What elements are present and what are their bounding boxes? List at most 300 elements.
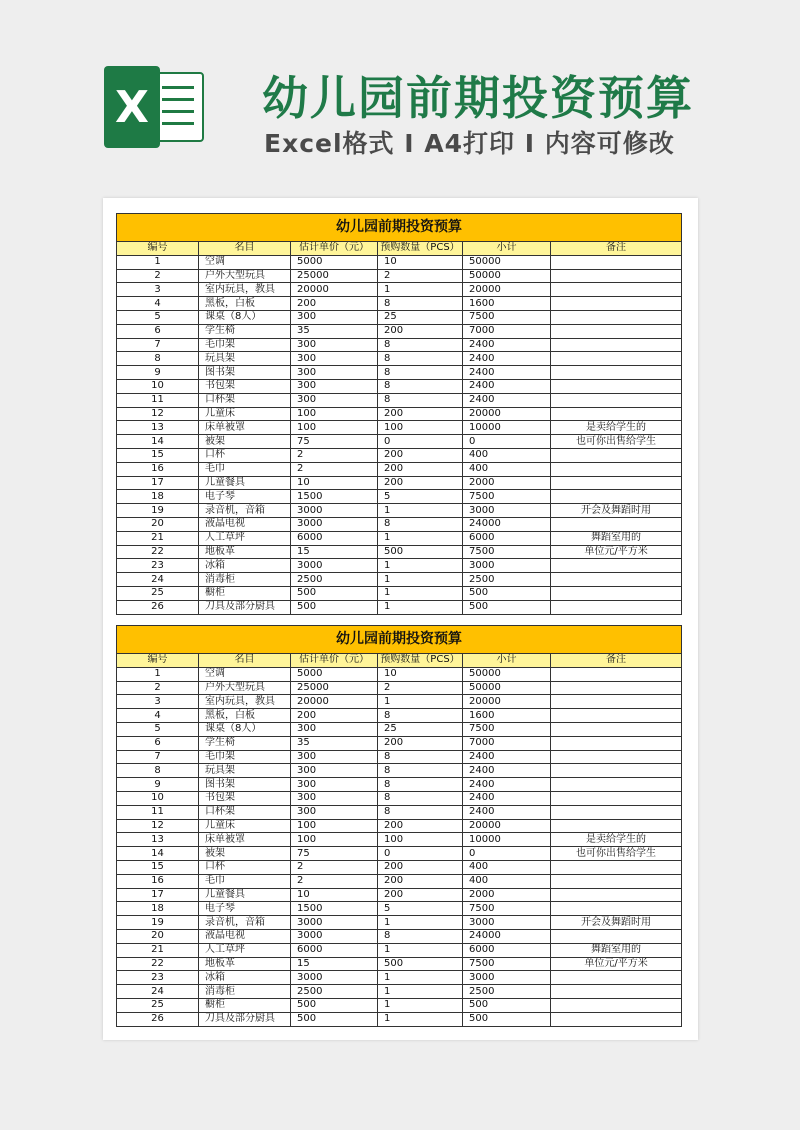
table-cell[interactable]: 课桌（8人） xyxy=(199,310,291,324)
table-cell[interactable]: 75 xyxy=(291,435,378,449)
table-cell[interactable]: 10000 xyxy=(463,833,551,847)
table-cell[interactable]: 5 xyxy=(378,490,463,504)
table-cell[interactable]: 录音机，音箱 xyxy=(199,504,291,518)
table-cell[interactable]: 7500 xyxy=(463,490,551,504)
table-cell[interactable]: 开会及舞蹈时用 xyxy=(551,916,682,930)
table-cell[interactable]: 500 xyxy=(463,998,551,1012)
table-cell[interactable]: 25 xyxy=(117,586,199,600)
table-cell[interactable]: 2500 xyxy=(291,573,378,587)
table-cell[interactable]: 5000 xyxy=(291,667,378,681)
table-cell[interactable]: 2500 xyxy=(463,573,551,587)
table-cell[interactable]: 消毒柜 xyxy=(199,573,291,587)
table-cell[interactable]: 21 xyxy=(117,943,199,957)
table-cell[interactable]: 1 xyxy=(378,573,463,587)
table-cell[interactable]: 6000 xyxy=(463,531,551,545)
table-cell[interactable]: 儿童床 xyxy=(199,407,291,421)
table-cell[interactable]: 13 xyxy=(117,833,199,847)
table-cell[interactable]: 黑板，白板 xyxy=(199,709,291,723)
table-cell[interactable] xyxy=(551,819,682,833)
table-cell[interactable]: 15 xyxy=(291,957,378,971)
table-cell[interactable]: 500 xyxy=(463,600,551,614)
table-cell[interactable]: 16 xyxy=(117,874,199,888)
table-cell[interactable]: 15 xyxy=(291,545,378,559)
table-cell[interactable]: 20000 xyxy=(291,695,378,709)
table-cell[interactable]: 200 xyxy=(378,324,463,338)
table-cell[interactable]: 8 xyxy=(378,366,463,380)
table-cell[interactable] xyxy=(551,573,682,587)
table-cell[interactable] xyxy=(551,600,682,614)
table-cell[interactable]: 26 xyxy=(117,600,199,614)
table-cell[interactable]: 床单被罩 xyxy=(199,421,291,435)
table-cell[interactable]: 毛巾架 xyxy=(199,750,291,764)
table-cell[interactable]: 22 xyxy=(117,957,199,971)
table-cell[interactable]: 19 xyxy=(117,504,199,518)
table-cell[interactable]: 3000 xyxy=(463,916,551,930)
table-cell[interactable] xyxy=(551,462,682,476)
table-cell[interactable]: 3000 xyxy=(291,916,378,930)
table-cell[interactable] xyxy=(551,559,682,573)
table-cell[interactable]: 100 xyxy=(291,819,378,833)
table-cell[interactable]: 是卖给学生的 xyxy=(551,421,682,435)
table-cell[interactable]: 500 xyxy=(463,586,551,600)
table-cell[interactable]: 19 xyxy=(117,916,199,930)
table-cell[interactable] xyxy=(551,379,682,393)
table-cell[interactable]: 1 xyxy=(378,971,463,985)
table-cell[interactable] xyxy=(551,324,682,338)
table-cell[interactable]: 室内玩具，教具 xyxy=(199,283,291,297)
table-cell[interactable]: 2 xyxy=(378,681,463,695)
table-cell[interactable]: 300 xyxy=(291,722,378,736)
table-cell[interactable]: 3 xyxy=(117,283,199,297)
table-cell[interactable]: 也可你出售给学生 xyxy=(551,435,682,449)
table-cell[interactable]: 橱柜 xyxy=(199,998,291,1012)
table-cell[interactable]: 8 xyxy=(117,352,199,366)
table-cell[interactable]: 1 xyxy=(378,559,463,573)
table-cell[interactable]: 25 xyxy=(378,310,463,324)
table-cell[interactable]: 11 xyxy=(117,393,199,407)
table-cell[interactable]: 8 xyxy=(378,517,463,531)
table-cell[interactable] xyxy=(551,517,682,531)
table-cell[interactable]: 被架 xyxy=(199,847,291,861)
table-cell[interactable]: 500 xyxy=(463,1012,551,1026)
table-cell[interactable]: 7000 xyxy=(463,324,551,338)
table-cell[interactable]: 25000 xyxy=(291,269,378,283)
table-cell[interactable] xyxy=(551,283,682,297)
table-cell[interactable]: 100 xyxy=(291,833,378,847)
table-cell[interactable]: 50000 xyxy=(463,681,551,695)
table-cell[interactable]: 1 xyxy=(378,1012,463,1026)
table-cell[interactable]: 25 xyxy=(378,722,463,736)
table-cell[interactable]: 9 xyxy=(117,778,199,792)
table-cell[interactable]: 户外大型玩具 xyxy=(199,681,291,695)
table-cell[interactable] xyxy=(551,805,682,819)
table-cell[interactable]: 2400 xyxy=(463,352,551,366)
table-cell[interactable]: 8 xyxy=(378,352,463,366)
table-cell[interactable]: 100 xyxy=(291,421,378,435)
table-cell[interactable]: 2500 xyxy=(291,985,378,999)
table-cell[interactable]: 图书架 xyxy=(199,778,291,792)
table-cell[interactable]: 300 xyxy=(291,366,378,380)
table-cell[interactable]: 24 xyxy=(117,573,199,587)
table-cell[interactable] xyxy=(551,791,682,805)
table-cell[interactable]: 8 xyxy=(378,338,463,352)
table-cell[interactable]: 20 xyxy=(117,929,199,943)
table-cell[interactable]: 8 xyxy=(378,750,463,764)
table-cell[interactable]: 500 xyxy=(291,998,378,1012)
table-cell[interactable]: 舞蹈室用的 xyxy=(551,943,682,957)
table-cell[interactable]: 3000 xyxy=(291,971,378,985)
table-cell[interactable] xyxy=(551,736,682,750)
table-cell[interactable]: 300 xyxy=(291,750,378,764)
table-cell[interactable]: 玩具架 xyxy=(199,764,291,778)
table-cell[interactable]: 4 xyxy=(117,297,199,311)
table-cell[interactable]: 0 xyxy=(378,847,463,861)
table-cell[interactable]: 300 xyxy=(291,393,378,407)
table-cell[interactable] xyxy=(551,310,682,324)
table-cell[interactable]: 8 xyxy=(378,297,463,311)
table-cell[interactable]: 7 xyxy=(117,338,199,352)
table-cell[interactable]: 20000 xyxy=(463,695,551,709)
table-cell[interactable]: 7 xyxy=(117,750,199,764)
table-cell[interactable]: 户外大型玩具 xyxy=(199,269,291,283)
table-cell[interactable]: 录音机，音箱 xyxy=(199,916,291,930)
table-cell[interactable]: 2400 xyxy=(463,778,551,792)
table-cell[interactable]: 9 xyxy=(117,366,199,380)
table-cell[interactable]: 300 xyxy=(291,791,378,805)
table-cell[interactable]: 6000 xyxy=(291,943,378,957)
table-cell[interactable]: 15 xyxy=(117,860,199,874)
table-cell[interactable]: 学生椅 xyxy=(199,324,291,338)
table-cell[interactable]: 1 xyxy=(378,600,463,614)
table-cell[interactable]: 3000 xyxy=(463,504,551,518)
table-cell[interactable]: 8 xyxy=(378,778,463,792)
table-cell[interactable]: 课桌（8人） xyxy=(199,722,291,736)
table-cell[interactable]: 液晶电视 xyxy=(199,929,291,943)
table-cell[interactable]: 1500 xyxy=(291,902,378,916)
table-cell[interactable]: 24 xyxy=(117,985,199,999)
table-cell[interactable] xyxy=(551,709,682,723)
table-cell[interactable]: 10 xyxy=(291,476,378,490)
table-cell[interactable]: 8 xyxy=(378,764,463,778)
table-cell[interactable]: 电子琴 xyxy=(199,902,291,916)
table-cell[interactable]: 1 xyxy=(378,504,463,518)
table-cell[interactable]: 200 xyxy=(291,297,378,311)
table-cell[interactable]: 200 xyxy=(378,476,463,490)
table-cell[interactable]: 21 xyxy=(117,531,199,545)
table-cell[interactable]: 室内玩具，教具 xyxy=(199,695,291,709)
table-cell[interactable]: 50000 xyxy=(463,255,551,269)
table-cell[interactable] xyxy=(551,929,682,943)
table-cell[interactable]: 18 xyxy=(117,490,199,504)
table-cell[interactable]: 2400 xyxy=(463,764,551,778)
table-cell[interactable]: 人工草坪 xyxy=(199,531,291,545)
table-cell[interactable]: 口杯架 xyxy=(199,805,291,819)
table-cell[interactable] xyxy=(551,448,682,462)
table-cell[interactable]: 75 xyxy=(291,847,378,861)
table-cell[interactable]: 2400 xyxy=(463,805,551,819)
table-cell[interactable]: 5 xyxy=(117,722,199,736)
table-cell[interactable]: 3000 xyxy=(291,504,378,518)
table-cell[interactable]: 50000 xyxy=(463,269,551,283)
table-cell[interactable]: 1 xyxy=(378,916,463,930)
table-cell[interactable]: 24000 xyxy=(463,517,551,531)
table-cell[interactable]: 8 xyxy=(378,929,463,943)
table-cell[interactable]: 200 xyxy=(378,860,463,874)
table-cell[interactable]: 单位元/平方米 xyxy=(551,545,682,559)
table-cell[interactable]: 300 xyxy=(291,352,378,366)
table-cell[interactable]: 空调 xyxy=(199,667,291,681)
table-cell[interactable] xyxy=(551,874,682,888)
table-cell[interactable]: 1 xyxy=(378,943,463,957)
table-cell[interactable]: 刀具及部分厨具 xyxy=(199,600,291,614)
table-cell[interactable]: 300 xyxy=(291,338,378,352)
table-cell[interactable]: 10000 xyxy=(463,421,551,435)
table-cell[interactable]: 10 xyxy=(378,667,463,681)
table-cell[interactable] xyxy=(551,297,682,311)
table-cell[interactable]: 100 xyxy=(378,833,463,847)
table-cell[interactable]: 6 xyxy=(117,324,199,338)
table-cell[interactable]: 300 xyxy=(291,310,378,324)
table-cell[interactable]: 14 xyxy=(117,435,199,449)
table-cell[interactable]: 400 xyxy=(463,860,551,874)
table-cell[interactable]: 1 xyxy=(378,531,463,545)
table-cell[interactable]: 1 xyxy=(378,586,463,600)
table-cell[interactable]: 毛巾架 xyxy=(199,338,291,352)
table-cell[interactable]: 8 xyxy=(378,393,463,407)
table-cell[interactable]: 空调 xyxy=(199,255,291,269)
table-cell[interactable]: 儿童床 xyxy=(199,819,291,833)
table-cell[interactable]: 口杯 xyxy=(199,448,291,462)
table-cell[interactable]: 5 xyxy=(117,310,199,324)
table-cell[interactable]: 7500 xyxy=(463,902,551,916)
table-cell[interactable]: 刀具及部分厨具 xyxy=(199,1012,291,1026)
table-cell[interactable]: 地板革 xyxy=(199,545,291,559)
table-cell[interactable]: 22 xyxy=(117,545,199,559)
table-cell[interactable] xyxy=(551,681,682,695)
table-cell[interactable]: 23 xyxy=(117,559,199,573)
table-cell[interactable]: 6000 xyxy=(291,531,378,545)
table-cell[interactable]: 26 xyxy=(117,1012,199,1026)
table-cell[interactable]: 4 xyxy=(117,709,199,723)
table-cell[interactable]: 12 xyxy=(117,819,199,833)
table-cell[interactable]: 书包架 xyxy=(199,379,291,393)
table-cell[interactable]: 0 xyxy=(463,435,551,449)
table-cell[interactable]: 2 xyxy=(291,462,378,476)
table-cell[interactable]: 200 xyxy=(291,709,378,723)
table-cell[interactable] xyxy=(551,255,682,269)
table-cell[interactable]: 1 xyxy=(378,695,463,709)
table-cell[interactable]: 500 xyxy=(291,600,378,614)
table-cell[interactable]: 口杯架 xyxy=(199,393,291,407)
table-cell[interactable]: 2000 xyxy=(463,888,551,902)
table-cell[interactable]: 儿童餐具 xyxy=(199,888,291,902)
table-cell[interactable]: 书包架 xyxy=(199,791,291,805)
table-cell[interactable]: 是卖给学生的 xyxy=(551,833,682,847)
table-cell[interactable]: 300 xyxy=(291,379,378,393)
table-cell[interactable]: 冰箱 xyxy=(199,559,291,573)
table-cell[interactable]: 1600 xyxy=(463,297,551,311)
table-cell[interactable]: 2000 xyxy=(463,476,551,490)
table-cell[interactable] xyxy=(551,586,682,600)
table-cell[interactable] xyxy=(551,750,682,764)
table-cell[interactable] xyxy=(551,722,682,736)
table-cell[interactable]: 50000 xyxy=(463,667,551,681)
table-cell[interactable] xyxy=(551,1012,682,1026)
table-cell[interactable]: 35 xyxy=(291,324,378,338)
table-cell[interactable]: 7500 xyxy=(463,310,551,324)
table-cell[interactable]: 300 xyxy=(291,778,378,792)
table-cell[interactable]: 毛巾 xyxy=(199,874,291,888)
table-cell[interactable]: 3 xyxy=(117,695,199,709)
table-cell[interactable]: 300 xyxy=(291,764,378,778)
table-cell[interactable]: 7500 xyxy=(463,722,551,736)
table-cell[interactable]: 17 xyxy=(117,476,199,490)
table-cell[interactable]: 2 xyxy=(117,269,199,283)
table-cell[interactable]: 8 xyxy=(378,709,463,723)
table-cell[interactable]: 200 xyxy=(378,462,463,476)
table-cell[interactable]: 200 xyxy=(378,888,463,902)
table-cell[interactable]: 图书架 xyxy=(199,366,291,380)
table-cell[interactable]: 200 xyxy=(378,736,463,750)
table-cell[interactable]: 24000 xyxy=(463,929,551,943)
table-cell[interactable]: 200 xyxy=(378,819,463,833)
table-cell[interactable]: 11 xyxy=(117,805,199,819)
table-cell[interactable]: 20000 xyxy=(463,819,551,833)
table-cell[interactable]: 15 xyxy=(117,448,199,462)
table-cell[interactable]: 3000 xyxy=(291,559,378,573)
table-cell[interactable]: 8 xyxy=(378,791,463,805)
table-cell[interactable]: 3000 xyxy=(291,929,378,943)
table-cell[interactable]: 1600 xyxy=(463,709,551,723)
table-cell[interactable]: 1 xyxy=(378,998,463,1012)
table-cell[interactable]: 2 xyxy=(291,874,378,888)
table-cell[interactable] xyxy=(551,888,682,902)
table-cell[interactable] xyxy=(551,985,682,999)
table-cell[interactable] xyxy=(551,860,682,874)
table-cell[interactable]: 500 xyxy=(378,545,463,559)
table-cell[interactable] xyxy=(551,490,682,504)
table-cell[interactable] xyxy=(551,352,682,366)
table-cell[interactable]: 300 xyxy=(291,805,378,819)
table-cell[interactable]: 400 xyxy=(463,462,551,476)
table-cell[interactable]: 500 xyxy=(291,1012,378,1026)
table-cell[interactable]: 13 xyxy=(117,421,199,435)
table-cell[interactable]: 开会及舞蹈时用 xyxy=(551,504,682,518)
table-cell[interactable]: 橱柜 xyxy=(199,586,291,600)
table-cell[interactable]: 500 xyxy=(291,586,378,600)
table-cell[interactable]: 3000 xyxy=(291,517,378,531)
table-cell[interactable]: 0 xyxy=(378,435,463,449)
table-cell[interactable] xyxy=(551,695,682,709)
table-cell[interactable]: 学生椅 xyxy=(199,736,291,750)
table-cell[interactable]: 6 xyxy=(117,736,199,750)
table-cell[interactable]: 儿童餐具 xyxy=(199,476,291,490)
table-cell[interactable]: 2400 xyxy=(463,379,551,393)
table-cell[interactable]: 2 xyxy=(378,269,463,283)
table-cell[interactable]: 7500 xyxy=(463,545,551,559)
table-cell[interactable] xyxy=(551,778,682,792)
table-cell[interactable]: 20000 xyxy=(463,407,551,421)
table-cell[interactable]: 2400 xyxy=(463,791,551,805)
table-cell[interactable]: 地板革 xyxy=(199,957,291,971)
table-cell[interactable]: 冰箱 xyxy=(199,971,291,985)
table-cell[interactable]: 玩具架 xyxy=(199,352,291,366)
table-cell[interactable]: 黑板，白板 xyxy=(199,297,291,311)
table-cell[interactable]: 16 xyxy=(117,462,199,476)
table-cell[interactable] xyxy=(551,366,682,380)
table-cell[interactable]: 200 xyxy=(378,407,463,421)
table-cell[interactable]: 100 xyxy=(291,407,378,421)
table-cell[interactable]: 1 xyxy=(117,667,199,681)
table-cell[interactable]: 2400 xyxy=(463,750,551,764)
table-cell[interactable]: 毛巾 xyxy=(199,462,291,476)
table-cell[interactable]: 8 xyxy=(117,764,199,778)
table-cell[interactable] xyxy=(551,902,682,916)
table-cell[interactable]: 8 xyxy=(378,379,463,393)
table-cell[interactable]: 也可你出售给学生 xyxy=(551,847,682,861)
table-cell[interactable]: 25000 xyxy=(291,681,378,695)
table-cell[interactable]: 400 xyxy=(463,874,551,888)
table-cell[interactable]: 被架 xyxy=(199,435,291,449)
table-cell[interactable]: 消毒柜 xyxy=(199,985,291,999)
table-cell[interactable]: 35 xyxy=(291,736,378,750)
table-cell[interactable]: 18 xyxy=(117,902,199,916)
table-cell[interactable] xyxy=(551,998,682,1012)
table-cell[interactable]: 25 xyxy=(117,998,199,1012)
table-cell[interactable]: 1 xyxy=(378,985,463,999)
table-cell[interactable]: 5 xyxy=(378,902,463,916)
table-cell[interactable]: 电子琴 xyxy=(199,490,291,504)
table-cell[interactable] xyxy=(551,338,682,352)
table-cell[interactable]: 2 xyxy=(291,860,378,874)
table-cell[interactable]: 口杯 xyxy=(199,860,291,874)
table-cell[interactable]: 20000 xyxy=(291,283,378,297)
table-cell[interactable]: 1 xyxy=(378,283,463,297)
table-cell[interactable] xyxy=(551,667,682,681)
table-cell[interactable]: 2400 xyxy=(463,393,551,407)
table-cell[interactable]: 10 xyxy=(291,888,378,902)
table-cell[interactable]: 2 xyxy=(291,448,378,462)
table-cell[interactable]: 床单被罩 xyxy=(199,833,291,847)
table-cell[interactable]: 20 xyxy=(117,517,199,531)
table-cell[interactable]: 人工草坪 xyxy=(199,943,291,957)
table-cell[interactable]: 8 xyxy=(378,805,463,819)
table-cell[interactable]: 17 xyxy=(117,888,199,902)
table-cell[interactable] xyxy=(551,269,682,283)
table-cell[interactable] xyxy=(551,971,682,985)
table-cell[interactable]: 液晶电视 xyxy=(199,517,291,531)
table-cell[interactable] xyxy=(551,393,682,407)
table-cell[interactable]: 2400 xyxy=(463,338,551,352)
table-cell[interactable]: 2 xyxy=(117,681,199,695)
table-cell[interactable]: 1500 xyxy=(291,490,378,504)
table-cell[interactable]: 3000 xyxy=(463,559,551,573)
table-cell[interactable]: 1 xyxy=(117,255,199,269)
table-cell[interactable]: 12 xyxy=(117,407,199,421)
table-cell[interactable]: 23 xyxy=(117,971,199,985)
table-cell[interactable]: 500 xyxy=(378,957,463,971)
table-cell[interactable]: 3000 xyxy=(463,971,551,985)
table-cell[interactable]: 20000 xyxy=(463,283,551,297)
table-cell[interactable]: 10 xyxy=(117,379,199,393)
table-cell[interactable]: 5000 xyxy=(291,255,378,269)
table-cell[interactable]: 2400 xyxy=(463,366,551,380)
table-cell[interactable]: 7000 xyxy=(463,736,551,750)
table-cell[interactable]: 2500 xyxy=(463,985,551,999)
table-cell[interactable]: 200 xyxy=(378,448,463,462)
table-cell[interactable] xyxy=(551,476,682,490)
table-cell[interactable]: 14 xyxy=(117,847,199,861)
